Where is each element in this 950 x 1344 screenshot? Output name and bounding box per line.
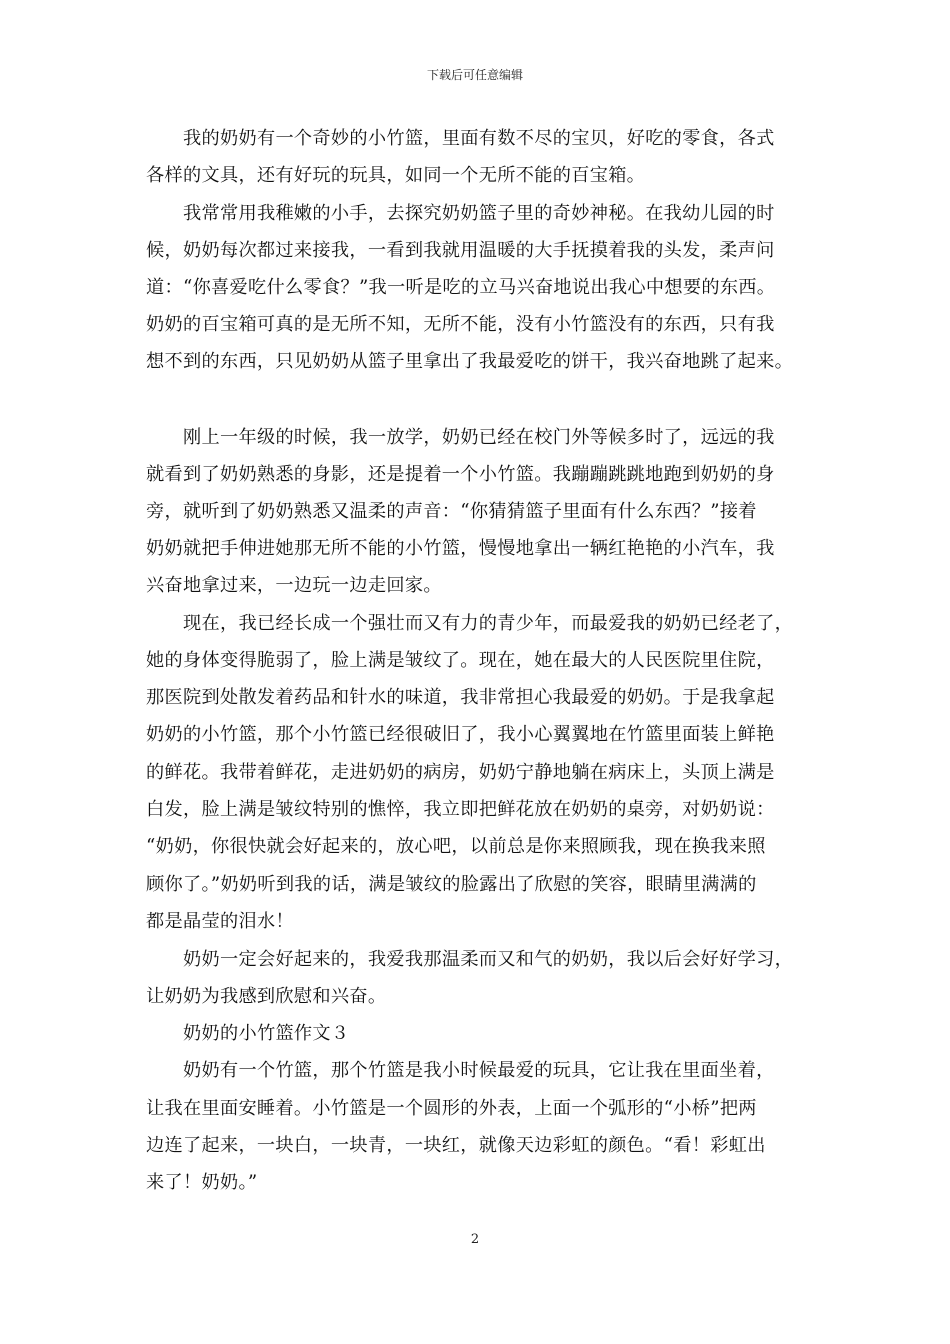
text-line: 奶奶有一个竹篮，那个竹篮是我小时候最爱的玩具，它让我在里面坐着， bbox=[183, 1060, 775, 1081]
text-line: 她的身体变得脆弱了，脸上满是皱纹了。现在，她在最大的人民医院里住院， bbox=[146, 650, 775, 671]
text-line: 白发，脸上满是皱纹特别的憔悴，我立即把鲜花放在奶奶的桌旁，对奶奶说： bbox=[146, 799, 775, 820]
text-line: 奶奶一定会好起来的，我爱我那温柔而又和气的奶奶，我以后会好好学习， bbox=[183, 949, 794, 970]
text-line: “奶奶，你很快就会好起来的，放心吧，以前总是你来照顾我，现在换我来照 bbox=[146, 836, 766, 857]
page-header: 下载后可任意编辑 bbox=[426, 68, 523, 82]
text-line: 那医院到处散发着药品和针水的味道，我非常担心我最爱的奶奶。于是我拿起 bbox=[146, 687, 775, 708]
text-line: 来了！奶奶。” bbox=[146, 1172, 258, 1193]
text-line: 道：“你喜爱吃什么零食？”我一听是吃的立马兴奋地说出我心中想要的东西。 bbox=[146, 277, 776, 298]
text-line: 现在，我已经长成一个强壮而又有力的青少年，而最爱我的奶奶已经老了， bbox=[183, 613, 794, 634]
text-line: 我的奶奶有一个奇妙的小竹篮，里面有数不尽的宝贝，好吃的零食，各式 bbox=[183, 128, 775, 149]
text-line: 想不到的东西，只见奶奶从篮子里拿出了我最爱吃的饼干，我兴奋地跳了起来。 bbox=[146, 351, 794, 372]
text-line: 奶奶的小竹篮，那个小竹篮已经很破旧了，我小心翼翼地在竹篮里面装上鲜艳 bbox=[146, 724, 775, 745]
text-line: 让奶奶为我感到欣慰和兴奋。 bbox=[146, 986, 387, 1007]
text-line: 都是晶莹的泪水！ bbox=[146, 911, 294, 932]
section-title: 奶奶的小竹篮作文３ bbox=[183, 1023, 350, 1044]
text-line: 奶奶的百宝箱可真的是无所不知，无所不能，没有小竹篮没有的东西，只有我 bbox=[146, 314, 775, 335]
text-line: 让我在里面安睡着。小竹篮是一个圆形的外表，上面一个弧形的“小桥”把两 bbox=[146, 1098, 757, 1119]
text-line: 顾你了。”奶奶听到我的话，满是皱纹的脸露出了欣慰的笑容，眼睛里满满的 bbox=[146, 874, 757, 895]
text-line: 兴奋地拿过来，一边玩一边走回家。 bbox=[146, 575, 442, 596]
text-line: 奶奶就把手伸进她那无所不能的小竹篮，慢慢地拿出一辆红艳艳的小汽车，我 bbox=[146, 538, 775, 559]
text-line: 的鲜花。我带着鲜花，走进奶奶的病房，奶奶宁静地躺在病床上，头顶上满是 bbox=[146, 762, 775, 783]
page-number: 2 bbox=[470, 1232, 480, 1247]
text-line: 旁，就听到了奶奶熟悉又温柔的声音：“你猜猜篮子里面有什么东西？”接着 bbox=[146, 501, 757, 522]
text-line: 就看到了奶奶熟悉的身影，还是提着一个小竹篮。我蹦蹦跳跳地跑到奶奶的身 bbox=[146, 464, 775, 485]
text-line: 边连了起来，一块白，一块青，一块红，就像天边彩虹的颜色。“看！彩虹出 bbox=[146, 1135, 766, 1156]
text-line: 候，奶奶每次都过来接我，一看到我就用温暖的大手抚摸着我的头发，柔声问 bbox=[146, 240, 775, 261]
text-line: 我常常用我稚嫩的小手，去探究奶奶篮子里的奇妙神秘。在我幼儿园的时 bbox=[183, 203, 775, 224]
text-line: 各样的文具，还有好玩的玩具，如同一个无所不能的百宝箱。 bbox=[146, 165, 646, 186]
text-line: 刚上一年级的时候，我一放学，奶奶已经在校门外等候多时了，远远的我 bbox=[183, 427, 775, 448]
